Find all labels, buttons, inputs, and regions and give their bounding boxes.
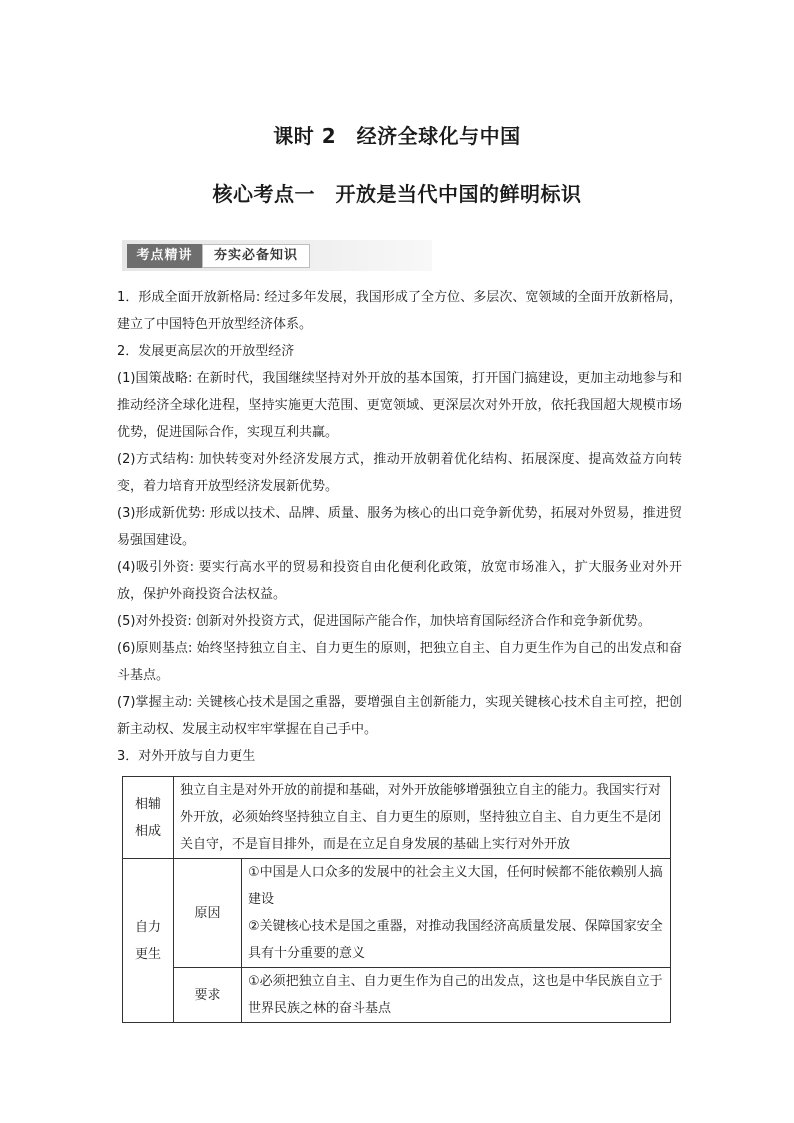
opening-selfreliance-table — [122, 776, 671, 1023]
table-row — [123, 968, 671, 1023]
section-banner — [122, 240, 432, 271]
paragraph: (2)方式结构: 加快转变对外经济发展方式，推动开放朝着优化结构、拓展深度、提高效益方向转变，着力培育开放型经济发展新优势。 — [117, 452, 682, 494]
reason-line: ①中国是人口众多的发展中的社会主义大国，任何时候都不能依赖别人搞建设 — [248, 865, 663, 907]
table-row — [123, 859, 671, 968]
paragraph: (5)对外投资: 创新对外投资方式，促进国际产能合作，加快培育国际经济合作和竞争新优势。 — [117, 614, 651, 629]
row-label-self-reliance: 自力更生 — [123, 859, 174, 1023]
core-point-title: 核心考点一 开放是当代中国的鲜明标识 — [212, 182, 582, 206]
row-label-complementary: 相辅相成 — [123, 777, 174, 859]
requirement-label: 要求 — [174, 968, 242, 1023]
banner-label-kaodian: 考点精讲 — [127, 244, 202, 268]
reason-label: 原因 — [174, 859, 242, 968]
paragraph: 1．形成全面开放新格局: 经过多年发展，我国形成了全方位、多层次、宽领域的全面开放新格局，建立了中国特色开放型经济体系。 — [117, 290, 682, 332]
complementary-text: 独立自主是对外开放的前提和基础，对外开放能够增强独立自主的能力。我国实行对外开放，必须始终坚持独立自主、自力更生的原则，坚持独立自主、自力更生不是闭关自守，不是盲目排外，而是在立足自身发展的基础上实行对外开放 — [174, 777, 671, 859]
paragraph: (6)原则基点: 始终坚持独立自主、自力更生的原则，把独立自主、自力更生作为自己的出发点和奋斗基点。 — [117, 641, 682, 683]
paragraph: (4)吸引外资: 要实行高水平的贸易和投资自由化便利化政策，放宽市场准入，扩大服务业对外开放，保护外商投资合法权益。 — [117, 560, 682, 602]
lesson-title: 课时 2 经济全球化与中国 — [273, 124, 521, 148]
paragraph: (3)形成新优势: 形成以技术、品牌、质量、服务为核心的出口竞争新优势，拓展对外贸易，推进贸易强国建设。 — [117, 506, 682, 548]
reason-cell — [242, 859, 671, 968]
reason-line: ②关键核心技术是国之重器，对推动我国经济高质量发展、保障国家安全具有十分重要的意义 — [248, 919, 663, 961]
paragraph: (1)国策战略: 在新时代，我国继续坚持对外开放的基本国策，打开国门搞建设，更加主动地参与和推动经济全球化进程，坚持实施更大范围、更宽领域、更深层次对外开放，依托我国超大规模市场优势，促进国际合作，实现互利共赢。 — [117, 371, 682, 440]
requirement-text: ①必须把独立自主、自力更生作为自己的出发点，这也是中华民族自立于世界民族之林的奋斗基点 — [242, 968, 671, 1023]
paragraph: (7)掌握主动: 关键核心技术是国之重器，要增强自主创新能力，实现关键核心技术自主可控，把创新主动权、发展主动权牢牢掌握在自己手中。 — [117, 695, 682, 737]
knowledge-body — [117, 284, 682, 770]
paragraph: 3．对外开放与自力更生 — [117, 749, 256, 764]
banner-label-hangshi: 夯实必备知识 — [202, 244, 310, 268]
paragraph: 2．发展更高层次的开放型经济 — [117, 344, 295, 359]
table-row — [123, 777, 671, 859]
